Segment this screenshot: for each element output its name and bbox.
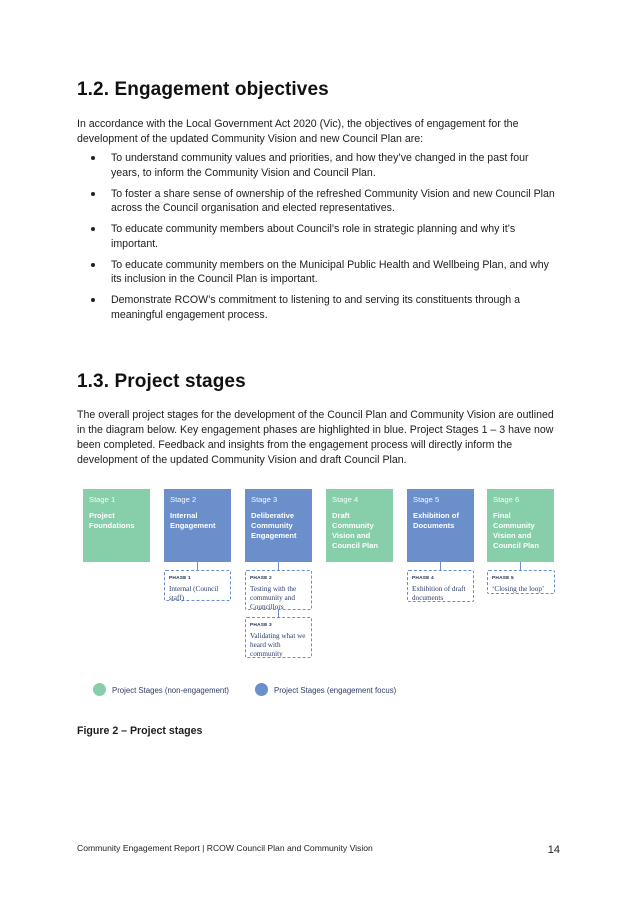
- stage-title: Deliberative Community Engagement: [251, 511, 297, 540]
- stage-number: Stage 2: [170, 495, 197, 504]
- stage-3-box: [245, 489, 312, 562]
- legend-label-engagement: Project Stages (engagement focus): [274, 686, 397, 695]
- phase-label: PHASE 4: [412, 576, 434, 581]
- objectives-list: [77, 151, 557, 329]
- bullet-icon: [91, 192, 95, 196]
- legend-label-non-engagement: Project Stages (non-engagement): [112, 686, 230, 695]
- phase-5-box: [487, 570, 555, 594]
- stage-title: Exhibition of Documents: [413, 511, 459, 530]
- bullet-icon: [91, 156, 95, 160]
- stage-2-box: [164, 489, 231, 562]
- stage-1-box: [83, 489, 150, 562]
- stage-number: Stage 4: [332, 495, 359, 504]
- stage-title: Internal Engagement: [170, 511, 216, 530]
- stage-number: Stage 1: [89, 495, 116, 504]
- phase-label: PHASE 2: [250, 576, 272, 581]
- phase-3-box: [245, 617, 312, 658]
- project-stages-intro: The overall project stages for the development of the Council Plan and Community Vision are outlined in the diagram below. Key engagement phases are highlighted in blue. Project Stages 1 – 3 have now been completed. Feedback and insights from the engagement process will directly inform the development of the updated Community Vision and draft Council Plan.: [77, 409, 554, 466]
- phase-label: PHASE 3: [250, 623, 272, 628]
- engagement-objectives-intro: In accordance with the Local Government Act 2020 (Vic), the objectives of engagement for the development of the updated Community Vision and new Council Plan are:: [77, 118, 519, 145]
- list-item: Demonstrate RCOW’s commitment to listening to and serving its constituents through a meaningful engagement process.: [77, 293, 557, 322]
- stage-5-box: [407, 489, 474, 562]
- phase-text: Testing with the community and Councillors: [250, 585, 297, 611]
- stage-title: Draft Community Vision and Council Plan: [332, 511, 378, 550]
- stage-4-box: [326, 489, 393, 562]
- stage-number: Stage 3: [251, 495, 278, 504]
- phase-label: PHASE 1: [169, 576, 191, 581]
- phase-2-box: [245, 570, 312, 610]
- stage-title: Project Foundations: [89, 511, 135, 530]
- page-footer: Community Engagement Report | RCOW Council Plan and Community Vision: [77, 843, 373, 853]
- legend-blue-dot-icon: [255, 683, 268, 696]
- list-item: To understand community values and priorities, and how they’ve changed in the past four years, to inform the Community Vision and Council Plan.: [77, 151, 557, 180]
- connector-line: [278, 562, 279, 570]
- phase-text: Internal (Council staff): [169, 585, 219, 602]
- list-item: To educate community members on the Municipal Public Health and Wellbeing Plan, and why its inclusion in the Council Plan is important.: [77, 258, 557, 287]
- list-item: To foster a share sense of ownership of the refreshed Community Vision and new Council Plan across the Council organisation and elected representatives.: [77, 187, 557, 216]
- bullet-icon: [91, 227, 95, 231]
- connector-line: [520, 562, 521, 570]
- legend-green-dot-icon: [93, 683, 106, 696]
- section-heading-engagement-objectives: 1.2. Engagement objectives: [77, 79, 329, 100]
- phase-1-box: [164, 570, 231, 601]
- phase-text: Exhibition of draft documents: [412, 585, 466, 602]
- figure-caption: Figure 2 – Project stages: [77, 725, 203, 737]
- connector-line: [440, 562, 441, 570]
- connector-line: [197, 562, 198, 570]
- phase-4-box: [407, 570, 474, 602]
- list-item: To educate community members about Council’s role in strategic planning and why it’s important.: [77, 222, 557, 251]
- stage-6-box: [487, 489, 554, 562]
- stage-number: Stage 6: [493, 495, 520, 504]
- phase-text: Validating what we heard with community: [250, 632, 306, 658]
- bullet-icon: [91, 263, 95, 267]
- section-heading-project-stages: 1.3. Project stages: [77, 371, 246, 392]
- bullet-icon: [91, 298, 95, 302]
- stage-title: Final Community Vision and Council Plan: [493, 511, 539, 550]
- stage-number: Stage 5: [413, 495, 440, 504]
- phase-label: PHASE 5: [492, 576, 514, 581]
- page-number: 14: [547, 844, 560, 856]
- phase-text: ‘Closing the loop’: [492, 585, 545, 593]
